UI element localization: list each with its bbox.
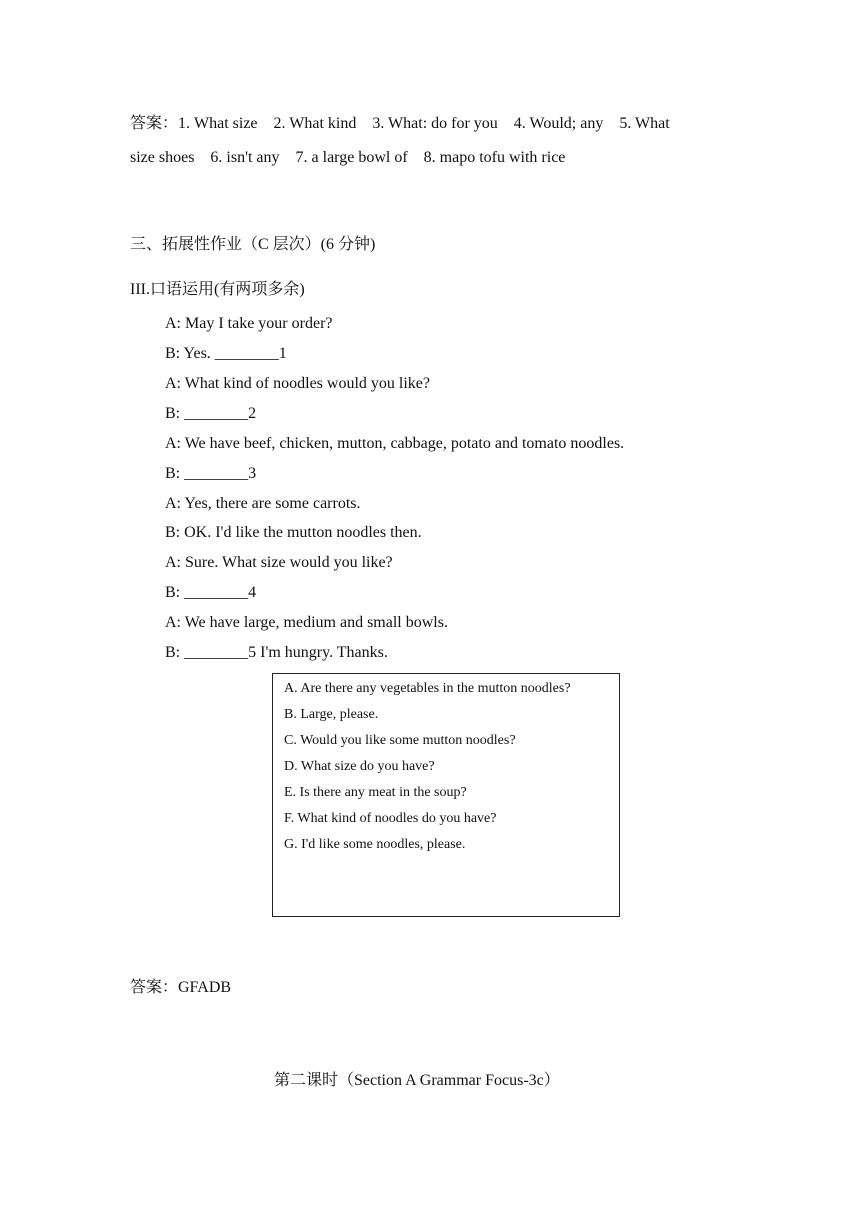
option-item: E. Is there any meat in the soup? — [284, 785, 467, 800]
options-box — [272, 673, 620, 917]
dialogue-line: A: Yes, there are some carrots. — [165, 495, 361, 512]
option-item: F. What kind of noodles do you have? — [284, 811, 497, 826]
answer-key: 答案：GFADB — [130, 979, 232, 996]
exercise-title: III.口语运用(有两项多余) — [130, 281, 305, 298]
option-item: D. What size do you have? — [284, 759, 435, 774]
dialogue-line: A: What kind of noodles would you like? — [165, 375, 430, 392]
dialogue-line: A: We have beef, chicken, mutton, cabbage, potato and tomato noodles. — [165, 435, 625, 452]
answer-line-2: size shoes 6. isn't any 7. a large bowl of 8. mapo tofu with rice — [130, 149, 566, 166]
lesson-title: 第二课时（Section A Grammar Focus-3c） — [274, 1072, 560, 1089]
dialogue-line: A: We have large, medium and small bowls. — [165, 614, 448, 631]
dialogue-line: B: ________2 — [165, 405, 257, 422]
dialogue-line: B: OK. I'd like the mutton noodles then. — [165, 524, 422, 541]
option-item: G. I'd like some noodles, please. — [284, 837, 466, 852]
option-item: A. Are there any vegetables in the mutton noodles? — [284, 681, 571, 696]
dialogue-line: A: Sure. What size would you like? — [165, 554, 393, 571]
dialogue-line: B: Yes. ________1 — [165, 345, 287, 362]
dialogue-line: B: ________5 I'm hungry. Thanks. — [165, 644, 388, 661]
section-heading: 三、拓展性作业（C 层次）(6 分钟) — [130, 236, 376, 253]
dialogue-line: B: ________3 — [165, 465, 257, 482]
option-item: C. Would you like some mutton noodles? — [284, 733, 516, 748]
answer-line-1: 答案：1. What size 2. What kind 3. What: do for you 4. Would; any 5. What — [130, 115, 670, 132]
option-item: B. Large, please. — [284, 707, 379, 722]
dialogue-line: A: May I take your order? — [165, 315, 333, 332]
dialogue-line: B: ________4 — [165, 584, 257, 601]
